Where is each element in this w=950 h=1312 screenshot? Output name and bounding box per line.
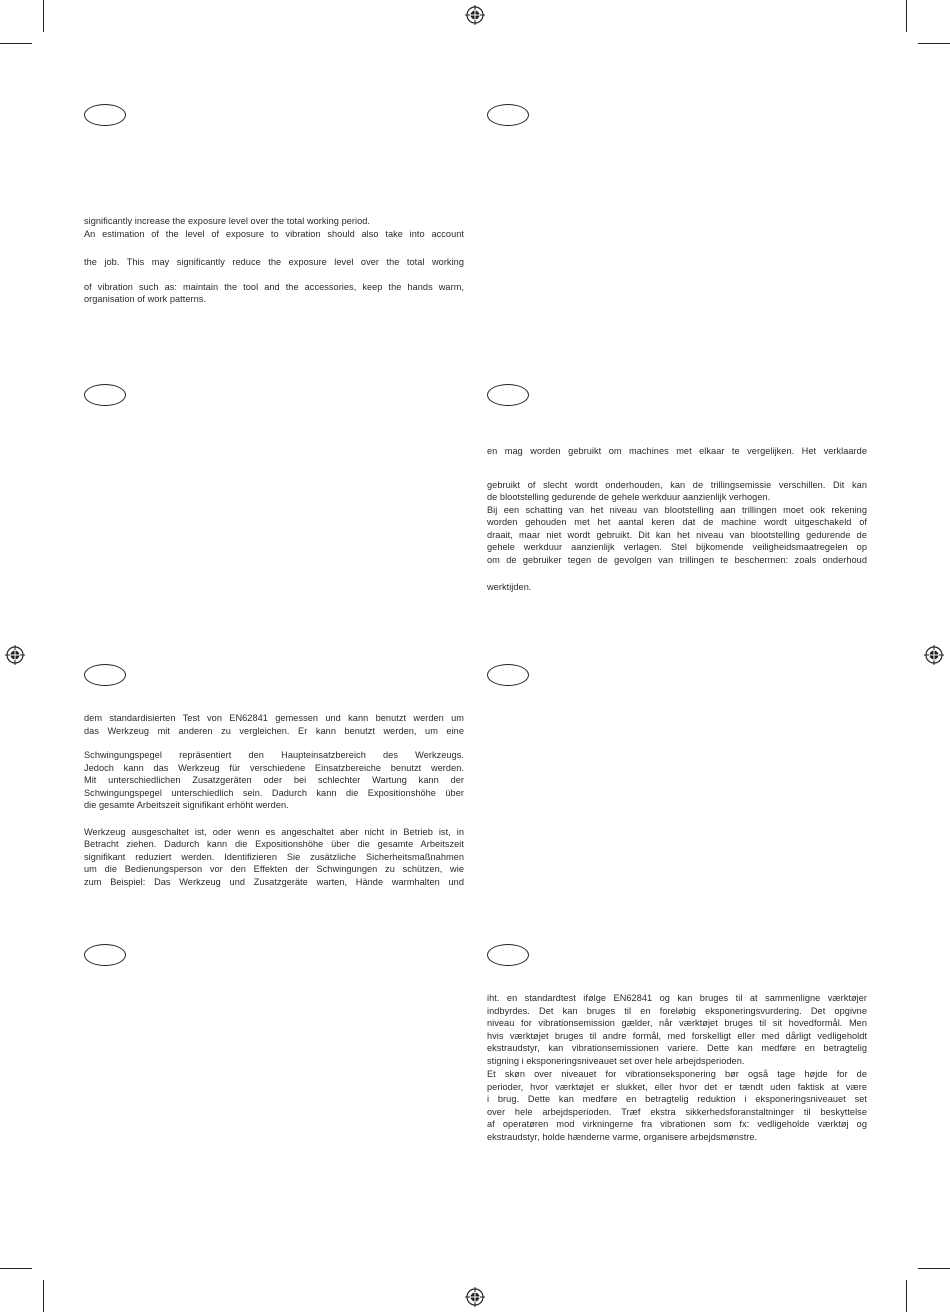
language-badge-icon <box>487 384 529 406</box>
text-line: Mit unterschiedlichen Zusatzgeräten oder bei schlechter Wartung kann der <box>84 775 464 785</box>
registration-mark-icon <box>5 645 25 665</box>
dutch-text-block <box>487 445 867 594</box>
text-line: af operatøren mod virkningerne fra vibrationen som fx: vedligeholde værktøj og <box>487 1119 867 1129</box>
text-line: draait, maar niet wordt gebruikt. Dit kan het niveau van blootstelling gedurende de <box>487 529 867 540</box>
language-badge-icon <box>84 104 126 126</box>
text-line: Jedoch kann das Werkzeug für verschiedene Einsatzbereiche benutzt werden. <box>84 762 464 773</box>
language-badge-icon <box>487 664 529 686</box>
text-line: Werkzeug ausgeschaltet ist, oder wenn es angeschaltet aber nicht in Betrieb ist, in <box>84 826 464 837</box>
text-line: significantly increase the exposure level over the total working period. <box>84 216 371 226</box>
text-line: hvis værktøjet bruges til andre formål, med forskelligt eller med dårligt vedligeholdt <box>487 1030 867 1041</box>
registration-mark-icon <box>465 1287 485 1307</box>
registration-mark-icon <box>924 645 944 665</box>
crop-mark-bottom-left-v <box>43 1280 44 1312</box>
text-line: dem standardisierten Test von EN62841 gemessen und kann benutzt werden um <box>84 713 464 723</box>
text-line: gebruikt of slecht wordt onderhouden, kan de trillingsemissie verschillen. Dit kan <box>487 479 867 490</box>
crop-mark-top-left-v <box>43 0 44 32</box>
crop-mark-bottom-right-h <box>918 1268 950 1269</box>
registration-mark-icon <box>465 5 485 25</box>
text-line: Schwingungspegel unterschiedlich sein. Dadurch kann die Expositionshöhe über <box>84 787 464 798</box>
english-text-block <box>84 215 464 306</box>
text-line: um die Bedienungsperson vor den Effekten der Schwingungen zu schützen, wie <box>84 864 464 874</box>
text-line: ekstraudstyr, kan vibrationsemissionen variere. Dette kan medføre en betragtelig <box>487 1043 867 1053</box>
text-line: signifikant reduziert werden. Identifizieren Sie zusätzliche Sicherheitsmaßnahmen <box>84 851 464 862</box>
language-badge-icon <box>487 104 529 126</box>
language-badge-icon <box>487 944 529 966</box>
crop-mark-top-left-h <box>0 43 32 44</box>
danish-text-block <box>487 992 867 1143</box>
text-line: gehele werkduur aanzienlijk verlagen. Stel bijkomende veiligheidsmaatregelen op <box>487 542 867 552</box>
text-line: die gesamte Arbeitszeit signifikant erhöht werden. <box>84 800 289 810</box>
german-text-block <box>84 712 464 888</box>
text-line: organisation of work patterns. <box>84 294 207 304</box>
text-line: the job. This may significantly reduce the exposure level over the total working <box>84 257 464 267</box>
text-line: zum Beispiel: Das Werkzeug und Zusatzgeräte warten, Hände warmhalten und <box>84 876 464 887</box>
text-line: over hele arbejdsperioden. Træf ekstra sikkerhedsforanstaltninger til beskyttelse <box>487 1106 867 1117</box>
text-line: indbyrdes. Det kan bruges til en foreløbig eksponeringsvurdering. Det opgivne <box>487 1005 867 1016</box>
language-badge-icon <box>84 944 126 966</box>
text-line: niveau for vibrationsemission gælder, når værktøjet bruges til sit hovedformål. Men <box>487 1018 867 1028</box>
text-line: Et skøn over niveauet for vibrationseksponering bør også tage højde for de <box>487 1069 867 1079</box>
text-line: stigning i eksponeringsniveauet set over hele arbejdsperioden. <box>487 1055 745 1066</box>
language-badge-icon <box>84 664 126 686</box>
text-line: en mag worden gebruikt om machines met elkaar te vergelijken. Het verklaarde <box>487 446 867 456</box>
text-line: Schwingungspegel repräsentiert den Haupteinsatzbereich des Werkzeugs. <box>84 750 464 760</box>
crop-mark-bottom-right-v <box>906 1280 907 1312</box>
text-line: de blootstelling gedurende de gehele werkduur aanzienlijk verhogen. <box>487 492 771 502</box>
text-line: An estimation of the level of exposure to vibration should also take into account <box>84 228 464 239</box>
text-line: das Werkzeug mit anderen zu vergleichen. Er kann benutzt werden, um eine <box>84 725 464 736</box>
text-line: om de gebruiker tegen de gevolgen van trillingen te beschermen: zoals onderhoud <box>487 554 867 565</box>
text-line: iht. en standardtest ifølge EN62841 og kan bruges til at sammenligne værktøjer <box>487 993 867 1003</box>
text-line: perioder, hvor værktøjet er slukket, eller hvor det er tændt uden faktisk at være <box>487 1081 867 1092</box>
text-line: Bij een schatting van het niveau van blootstelling aan trillingen moet ook rekening <box>487 504 867 515</box>
text-line: i brug. Dette kan medføre en betragtelig reduktion i eksponeringsniveauet set <box>487 1094 867 1104</box>
text-line: worden gehouden met het aantal keren dat de machine wordt uitgeschakeld of <box>487 517 867 527</box>
crop-mark-top-right-v <box>906 0 907 32</box>
text-line: werktijden. <box>487 582 532 592</box>
language-badge-icon <box>84 384 126 406</box>
text-line: Betracht ziehen. Dadurch kann die Expositionshöhe über die gesamte Arbeitszeit <box>84 839 464 849</box>
crop-mark-top-right-h <box>918 43 950 44</box>
text-line: ekstraudstyr, holde hænderne varme, organisere arbejdsmønstre. <box>487 1131 758 1142</box>
crop-mark-bottom-left-h <box>0 1268 32 1269</box>
text-line: of vibration such as: maintain the tool and the accessories, keep the hands warm, <box>84 281 464 292</box>
